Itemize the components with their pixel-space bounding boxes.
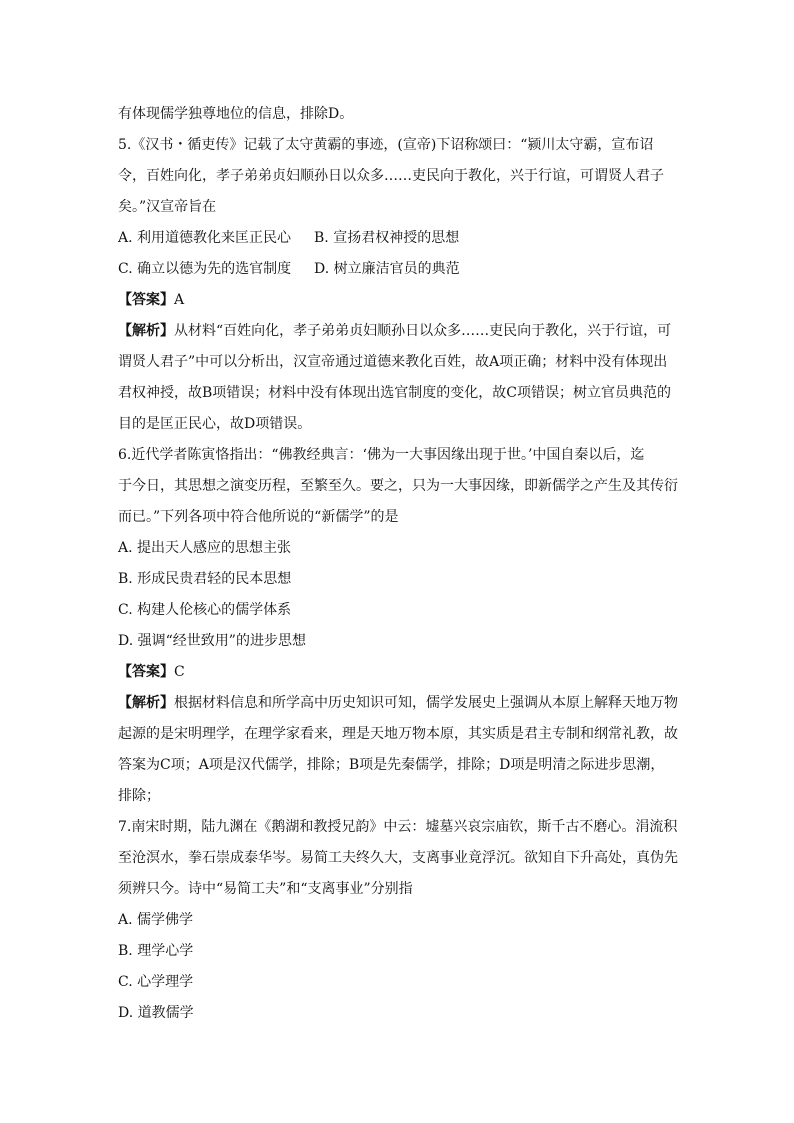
option-b: B. 宣扬君权神授的思想	[314, 230, 460, 246]
option-c: C. 心学理学	[118, 974, 194, 990]
option-c: C. 确立以德为先的选官制度	[118, 261, 292, 277]
analysis-line: 起源的是宋明理学，在理学家看来，理是天地万物本原，其实质是君主专制和纲常礼教，故	[118, 726, 678, 742]
question-stem-line: 矣。”汉宣帝旨在	[118, 199, 217, 215]
analysis-line: 排除；	[118, 788, 160, 804]
answer-value: C	[174, 664, 185, 680]
answer-line	[118, 285, 684, 316]
option-row	[118, 223, 684, 254]
question-stem-line: 而已。”下列各项中符合他所说的“新儒学”的是	[118, 509, 399, 525]
analysis-label: 【解析】	[118, 695, 174, 711]
question-stem-line: 至沧溟水，拳石崇成泰华岑。易简工夫终久大，支离事业竟浮沉。欲知自下升高处，真伪先	[118, 850, 678, 866]
answer-label: 【答案】	[118, 664, 174, 680]
option-row	[118, 254, 684, 285]
question-7	[118, 812, 684, 1029]
option-a: A. 利用道德教化来匡正民心	[118, 230, 292, 246]
question-stem-line: 7.南宋时期，陆九渊在《鹅湖和教授兄韵》中云：墟墓兴哀宗庙钦，斯千古不磨心。涓流积	[118, 819, 678, 835]
option-d: D. 道教儒学	[118, 1005, 194, 1021]
analysis-line	[118, 688, 684, 719]
option-d: D. 强调“经世致用”的进步思想	[118, 633, 306, 649]
question-stem-line: 须辨只今。诗中“易简工夫”和“支离事业”分别指	[118, 881, 413, 897]
intro-line: 有体现儒学独尊地位的信息，排除D。	[118, 106, 354, 122]
option-a: A. 提出天人感应的思想主张	[118, 540, 292, 556]
question-stem-line: 5.《汉书・循吏传》记载了太守黄霸的事迹，(宣帝)下诏称颂曰：“颍川太守霸，宣布诏	[118, 137, 654, 153]
question-6	[118, 440, 684, 812]
question-stem-line: 令，百姓向化，孝子弟弟贞妇顺孙日以众多……吏民向于教化，兴于行谊，可谓贤人君子	[118, 168, 664, 184]
option-a: A. 儒学佛学	[118, 912, 194, 928]
answer-value: A	[174, 292, 185, 308]
answer-line	[118, 657, 684, 688]
answer-label: 【答案】	[118, 292, 174, 308]
option-b: B. 形成民贵君轻的民本思想	[118, 571, 292, 587]
analysis-label: 【解析】	[118, 323, 174, 339]
analysis-line: 答案为C项；A项是汉代儒学，排除；B项是先秦儒学，排除；D项是明清之际进步思潮，	[118, 757, 665, 773]
option-c: C. 构建人伦核心的儒学体系	[118, 602, 292, 618]
analysis-line: 目的是匡正民心，故D项错误。	[118, 416, 312, 432]
analysis-text: 根据材料信息和所学高中历史知识可知，儒学发展史上强调从本原上解释天地万物	[174, 695, 678, 711]
document-page	[118, 99, 684, 1029]
option-d: D. 树立廉洁官员的典范	[314, 261, 460, 277]
analysis-line	[118, 316, 684, 347]
analysis-line: 君权神授，故B项错误；材料中没有体现出选官制度的变化，故C项错误；树立官员典范的	[118, 385, 671, 401]
question-stem-line: 6.近代学者陈寅恪指出：“佛教经典言：‘佛为一大事因缘出现于世。’中国自秦以后，迄	[118, 447, 645, 463]
question-stem-line: 于今日，其思想之演变历程，至繁至久。要之，只为一大事因缘，即新儒学之产生及其传衍	[118, 478, 678, 494]
question-5	[118, 130, 684, 440]
analysis-line: 谓贤人君子”中可以分析出，汉宣帝通过道德来教化百姓，故A项正确；材料中没有体现出	[118, 354, 668, 370]
analysis-text: 从材料“百姓向化，孝子弟弟贞妇顺孙日以众多……吏民向于教化，兴于行谊，可	[174, 323, 672, 339]
option-b: B. 理学心学	[118, 943, 194, 959]
